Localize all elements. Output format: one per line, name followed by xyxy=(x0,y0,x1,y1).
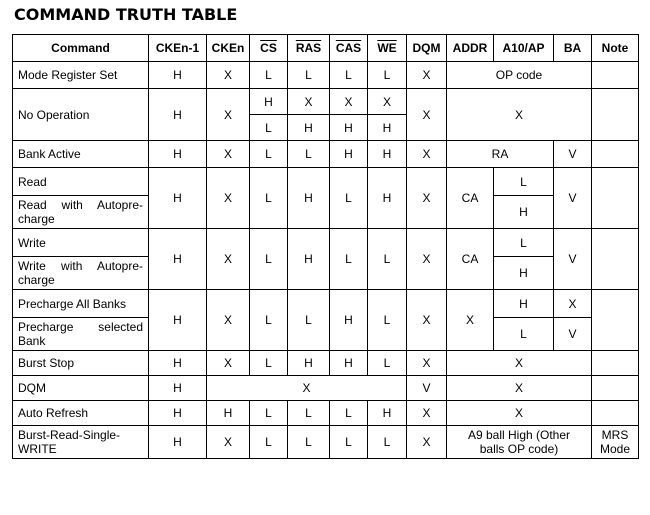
a10ap-cell: H xyxy=(494,257,554,290)
addr-span-cell: X xyxy=(447,401,592,426)
header-dqm: DQM xyxy=(407,35,447,62)
ras-cell: H xyxy=(288,168,330,229)
addr-cell: CA xyxy=(447,168,494,229)
dqm-cell: X xyxy=(407,351,447,376)
table-row xyxy=(13,290,639,318)
we-cell: H xyxy=(368,141,407,168)
we-cell: L xyxy=(368,426,407,459)
cs-cell: H xyxy=(250,89,288,115)
cas-cell: L xyxy=(330,229,368,290)
cas-cell: L xyxy=(330,426,368,459)
cken-cell: X xyxy=(207,426,250,459)
header-cs xyxy=(250,35,288,62)
note-cell xyxy=(592,141,639,168)
table-row xyxy=(13,168,639,196)
header-ras xyxy=(288,35,330,62)
ba-cell: V xyxy=(554,141,592,168)
cken1-cell: H xyxy=(149,401,207,426)
cken-cell: X xyxy=(207,141,250,168)
cken-cell: X xyxy=(207,229,250,290)
command-cell: DQM xyxy=(13,376,149,401)
ba-cell: X xyxy=(554,290,592,318)
cken1-cell: H xyxy=(149,290,207,351)
addr-cell: CA xyxy=(447,229,494,290)
ba-cell: V xyxy=(554,229,592,290)
header-cas xyxy=(330,35,368,62)
addr-cell: X xyxy=(447,290,494,351)
command-cell: Burst-Read-Single-WRITE xyxy=(13,426,149,459)
dqm-cell: X xyxy=(407,62,447,89)
cs-cell: L xyxy=(250,290,288,351)
note-cell xyxy=(592,168,639,229)
command-cell: Auto Refresh xyxy=(13,401,149,426)
header-we-label: $\overline{WE}$ xyxy=(377,41,397,55)
command-cell: No Operation xyxy=(13,89,149,141)
addr-span-cell: X xyxy=(447,89,592,141)
cas-cell: L xyxy=(330,401,368,426)
page-title: COMMAND TRUTH TABLE xyxy=(14,5,238,24)
addr-span-cell: OP code xyxy=(447,62,592,89)
we-cell: L xyxy=(368,229,407,290)
header-cs-label: $\overline{CS}$ xyxy=(260,41,277,55)
header-a10ap: A10/AP xyxy=(494,35,554,62)
command-cell: Write with Autopre-charge xyxy=(13,257,149,290)
dqm-cell: X xyxy=(407,89,447,141)
header-cken1: CKEn-1 xyxy=(149,35,207,62)
command-cell: Read with Autopre-charge xyxy=(13,196,149,229)
dqm-cell: X xyxy=(407,229,447,290)
we-cell: H xyxy=(368,115,407,141)
cs-cell: L xyxy=(250,426,288,459)
cken-cell: X xyxy=(207,89,250,141)
cken1-cell: H xyxy=(149,168,207,229)
addr-span-cell: X xyxy=(447,376,592,401)
dqm-cell: X xyxy=(407,168,447,229)
cken1-cell: H xyxy=(149,141,207,168)
ras-cell: H xyxy=(288,351,330,376)
a10ap-cell: L xyxy=(494,168,554,196)
command-truth-table xyxy=(12,34,639,459)
cken1-cell: H xyxy=(149,351,207,376)
table-row xyxy=(13,62,639,89)
ras-cell: L xyxy=(288,62,330,89)
cas-cell: H xyxy=(330,115,368,141)
cs-cell: L xyxy=(250,229,288,290)
note-cell xyxy=(592,290,639,351)
cken1-cell: H xyxy=(149,426,207,459)
table-row xyxy=(13,141,639,168)
we-cell: X xyxy=(368,89,407,115)
dqm-cell: X xyxy=(407,426,447,459)
cs-cell: L xyxy=(250,141,288,168)
mid-span-cell: X xyxy=(207,376,407,401)
cken1-cell: H xyxy=(149,89,207,141)
header-we xyxy=(368,35,407,62)
cs-cell: L xyxy=(250,115,288,141)
cken-cell: X xyxy=(207,351,250,376)
cas-cell: L xyxy=(330,62,368,89)
cken-cell: X xyxy=(207,62,250,89)
note-cell xyxy=(592,351,639,376)
command-cell: Read xyxy=(13,168,149,196)
header-row xyxy=(13,35,639,62)
addr-span-cell: RA xyxy=(447,141,554,168)
header-cas-label: $\overline{CAS}$ xyxy=(335,41,362,55)
ras-cell: L xyxy=(288,290,330,351)
header-ras-label: $\overline{RAS}$ xyxy=(295,41,322,55)
addr-span-cell: X xyxy=(447,351,592,376)
note-cell xyxy=(592,229,639,290)
cs-cell: L xyxy=(250,401,288,426)
we-cell: L xyxy=(368,62,407,89)
dqm-cell: X xyxy=(407,141,447,168)
cas-cell: H xyxy=(330,141,368,168)
cken-cell: H xyxy=(207,401,250,426)
ras-cell: L xyxy=(288,141,330,168)
table-row xyxy=(13,401,639,426)
cas-cell: X xyxy=(330,89,368,115)
header-ba: BA xyxy=(554,35,592,62)
a10ap-cell: H xyxy=(494,196,554,229)
header-cken: CKEn xyxy=(207,35,250,62)
a10ap-cell: H xyxy=(494,290,554,318)
note-cell xyxy=(592,89,639,141)
table-row xyxy=(13,229,639,257)
command-cell: Bank Active xyxy=(13,141,149,168)
header-command: Command xyxy=(13,35,149,62)
addr-span-cell: A9 ball High (Other balls OP code) xyxy=(447,426,592,459)
note-cell xyxy=(592,401,639,426)
ras-cell: H xyxy=(288,229,330,290)
note-cell xyxy=(592,376,639,401)
we-cell: H xyxy=(368,168,407,229)
cken-cell: X xyxy=(207,290,250,351)
command-cell: Precharge selected Bank xyxy=(13,318,149,351)
header-addr: ADDR xyxy=(447,35,494,62)
cs-cell: L xyxy=(250,351,288,376)
we-cell: H xyxy=(368,401,407,426)
cken1-cell: H xyxy=(149,62,207,89)
cas-cell: L xyxy=(330,168,368,229)
cken-cell: X xyxy=(207,168,250,229)
command-cell: Write xyxy=(13,229,149,257)
table-row xyxy=(13,351,639,376)
note-cell: MRS Mode xyxy=(592,426,639,459)
we-cell: L xyxy=(368,351,407,376)
dqm-cell: X xyxy=(407,401,447,426)
dqm-cell: V xyxy=(407,376,447,401)
ras-cell: X xyxy=(288,89,330,115)
cs-cell: L xyxy=(250,168,288,229)
command-cell: Mode Register Set xyxy=(13,62,149,89)
table-row xyxy=(13,426,639,459)
we-cell: L xyxy=(368,290,407,351)
cken1-cell: H xyxy=(149,376,207,401)
ras-cell: L xyxy=(288,401,330,426)
ba-cell: V xyxy=(554,168,592,229)
ras-cell: H xyxy=(288,115,330,141)
note-cell xyxy=(592,62,639,89)
a10ap-cell: L xyxy=(494,318,554,351)
cas-cell: H xyxy=(330,351,368,376)
ras-cell: L xyxy=(288,426,330,459)
command-cell: Burst Stop xyxy=(13,351,149,376)
ba-cell: V xyxy=(554,318,592,351)
cs-cell: L xyxy=(250,62,288,89)
header-note: Note xyxy=(592,35,639,62)
dqm-cell: X xyxy=(407,290,447,351)
command-cell: Precharge All Banks xyxy=(13,290,149,318)
cken1-cell: H xyxy=(149,229,207,290)
a10ap-cell: L xyxy=(494,229,554,257)
table-row xyxy=(13,376,639,401)
table-row xyxy=(13,89,639,115)
cas-cell: H xyxy=(330,290,368,351)
